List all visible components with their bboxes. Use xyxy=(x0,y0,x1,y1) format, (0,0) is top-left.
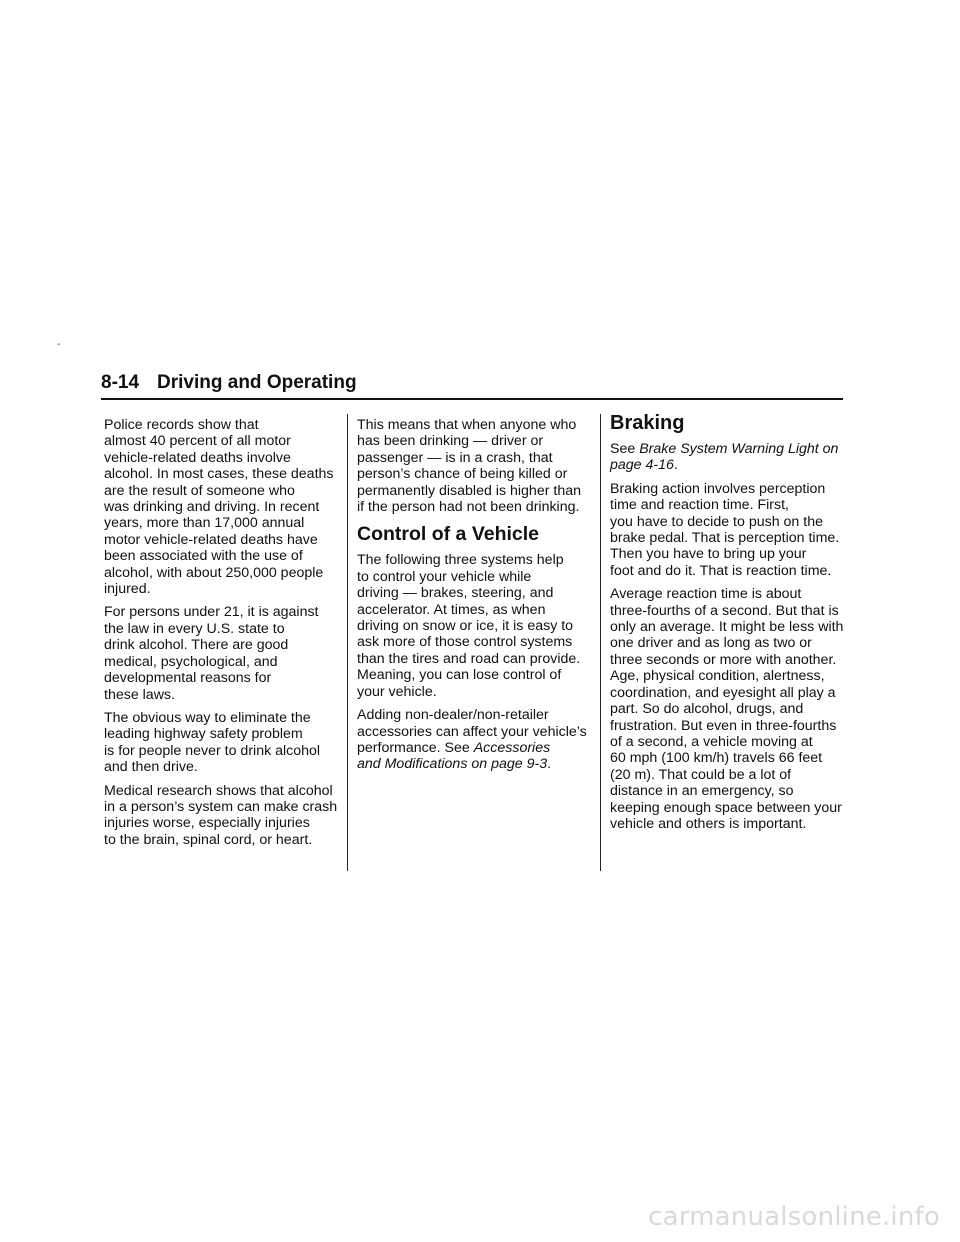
column-2 xyxy=(357,417,593,780)
paragraph-police-records: Police records show that almost 40 percent of all motor vehicle-related deaths involve alcohol. In most cases, these deaths are the result of someone who was drinking and driving. In recent years, more than 17,000 annual motor vehicle-related deaths have been associated with the use of alcohol, with about 250,000 people injured. xyxy=(104,417,334,598)
paragraph-obvious-way: The obvious way to eliminate the leading highway safety problem is for people never to drink alcohol and then drive. xyxy=(104,709,321,776)
paragraph-reaction-time: Average reaction time is about three-fourths of a second. But that is only an average. It might be less with one driver and as long as two or three seconds or more with another. Age, physical condition, alertness, coordination, and eyesight all play a part. So do alcohol, drugs, and frustration. But even in three-fourths of a second, a vehicle moving at 60 mph (100 km/h) travels 66 feet (20 m). That could be a lot of distance in an emergency, so keeping enough space between your vehicle and others is important. xyxy=(610,586,844,832)
accessories-link[interactable]: Accessories and Modifications on page 9-3 xyxy=(357,739,551,773)
paragraph-drinking-crash: This means that when anyone who has been drinking — driver or passenger — is in a crash, that person’s chance of being killed or permanently disabled is higher than if the person had not been drinking. xyxy=(357,417,581,516)
paragraph-medical-research: Medical research shows that alcohol in a person’s system can make crash injuries worse, especially injuries to the brain, spinal cord, or heart. xyxy=(104,782,338,848)
paragraph-under-21: For persons under 21, it is against the law in every U.S. state to drink alcohol. There are good medical, psychological, and developmental reasons for these laws. xyxy=(104,604,319,703)
column-1 xyxy=(104,417,340,855)
corner-mark: - xyxy=(57,339,61,350)
paragraph-see-brake-warning xyxy=(610,441,846,474)
paragraph-three-systems: The following three systems help to control your vehicle while driving — brakes, steering, and accelerator. At times, as when driving on snow or ice, it is easy to ask more of those control systems than the tires and road can provide. Meaning, you can lose control of your vehicle. xyxy=(357,552,581,700)
column-3 xyxy=(610,412,846,839)
paragraph-braking-action: Braking action involves perception time and reaction time. First, you have to decide to push on the brake pedal. That is perception time. Then you have to bring up your foot and do it. That is reaction time. xyxy=(610,480,840,579)
paragraph-accessories xyxy=(357,707,593,773)
accessories-end: . xyxy=(547,756,552,773)
heading-braking: Braking xyxy=(610,412,685,434)
watermark-text: carmanualsonline.info xyxy=(648,1202,940,1232)
column-divider-right xyxy=(600,414,601,871)
see-end: . xyxy=(673,457,678,474)
accessories-text: Adding non-dealer/non-retailer accessories can affect your vehicle’s performance. See xyxy=(357,707,587,756)
heading-control-of-a-vehicle: Control of a Vehicle xyxy=(357,523,540,546)
page-number: 8-14 xyxy=(101,372,140,393)
column-divider-left xyxy=(347,414,348,871)
page-header xyxy=(101,372,843,400)
see-prefix: See xyxy=(610,441,640,457)
section-title: Driving and Operating xyxy=(157,372,357,393)
brake-warning-link[interactable]: Brake System Warning Light on page 4-16 xyxy=(610,441,839,474)
